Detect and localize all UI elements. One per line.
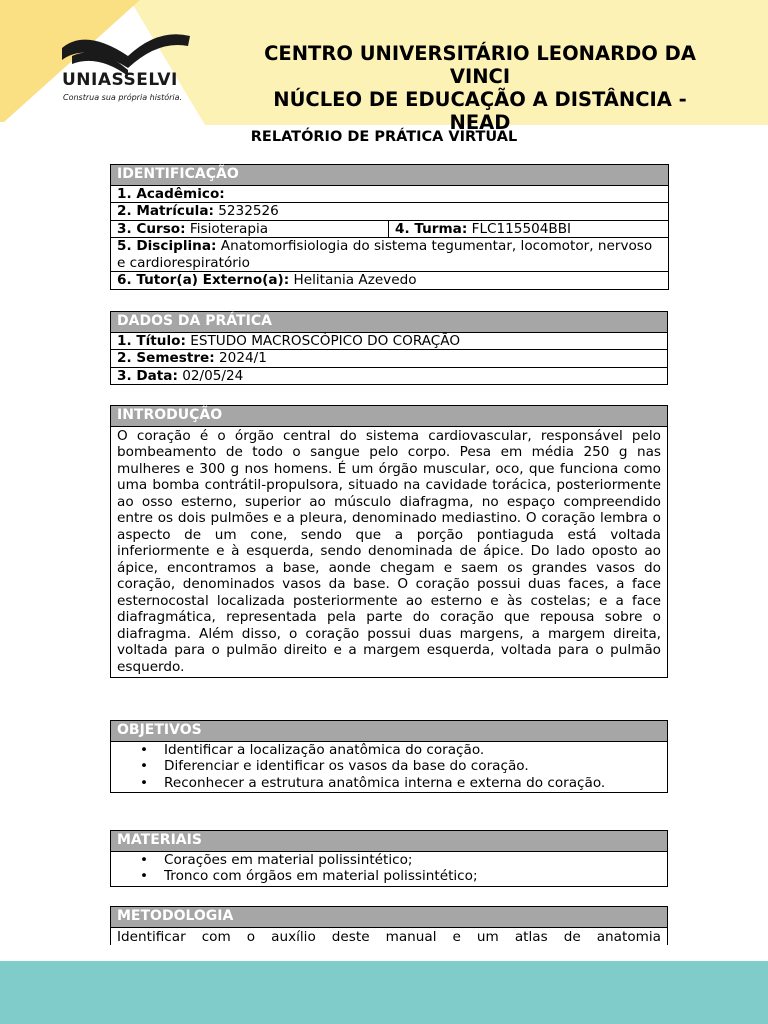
section-heading: INTRODUÇÃO [111,406,668,427]
field-value: 5232526 [218,203,279,219]
field-value: ESTUDO MACROSCÓPICO DO CORAÇÃO [190,332,461,349]
field-value: 2024/1 [219,350,267,366]
field-label: 3. Data: [117,367,178,384]
objectives-list [117,742,661,792]
introduction-text: O coração é o órgão central do sistema cardiovascular, responsável pelo bombeamento de todo o sangue pelo corpo. Pesa em média 250 g nas mulheres e 300 g nos homens. É um órgão muscular, oco, que funciona como uma bomba contrátil-propulsora, situado na cavidade torácica, posteriormente ao osso esterno, superior ao músculo diafragma, no espaço compreendido entre os dois pulmões e a pleura, denominado mediastino. O coração lembra o aspecto de um cone, sendo que a porção pontiaguda está voltada inferiormente e à esquerda, sendo denominada de ápice. Do lado oposto ao ápice, encontramos a base, aonde chegam e saem os grandes vasos do coração, denominados vasos da base. O coração possui duas faces, a face esternocostal localizada posteriormente ao esterno e às costelas; e a face diafragmática, representada pela parte do coração que repousa sobre o diafragma. Além disso, o coração possui duas margens, a margem direita, voltada para o pulmão direito e a margem esquerda, voltada para o pulmão esquerdo. [111,426,668,678]
field-label: 2. Matrícula: [117,203,214,219]
introduction-table [110,405,668,678]
identification-section [110,164,668,290]
field-label: 3. Curso: [117,220,186,237]
list-item: • Reconhecer a estrutura anatômica interna e externa do coração. [117,775,661,792]
section-heading: OBJETIVOS [111,721,668,742]
list-item: • Tronco com órgãos em material polissintético; [117,868,661,885]
field-value: Fisioterapia [189,220,269,237]
institution-name: CENTRO UNIVERSITÁRIO LEONARDO DA VINCI [264,42,696,88]
methodology-text: Identificar com o auxílio deste manual e um atlas de anatomia [117,928,661,945]
objectives-table [110,720,668,793]
section-heading: MATERIAIS [111,831,668,852]
field-label: 5. Disciplina: [117,238,217,254]
field-label: 1. Título: [117,332,186,349]
footer-band [0,961,768,1024]
practice-data-table [110,311,668,385]
institution-unit: NÚCLEO DE EDUCAÇÃO A DISTÂNCIA - NEAD [273,88,687,134]
registration-field [111,203,669,221]
materials-list-cell [111,851,668,886]
student-field [111,185,669,203]
field-label: 2. Semestre: [117,350,215,366]
logo-tagline: Construa sua própria história. [63,93,183,102]
course-field [111,220,389,238]
field-label: 4. Turma: [395,220,468,237]
methodology-text-cell [111,927,668,945]
materials-table [110,830,668,887]
semester-field [111,350,668,368]
field-value: Helitania Azevedo [293,272,417,288]
section-heading: IDENTIFICAÇÃO [111,165,669,186]
field-value: 02/05/24 [182,367,244,384]
list-item: • Identificar a localização anatômica do coração. [117,742,661,759]
list-item: • Corações em material polissintético; [117,852,661,869]
field-value: Anatomorfisiologia do sistema tegumentar, locomotor, nervoso e cardiorespiratório [117,238,653,271]
date-field [111,367,668,385]
objectives-list-cell [111,741,668,793]
logo-wordmark: UNIASSELVI [62,70,178,90]
objectives-section [110,720,668,793]
introduction-section [110,405,668,678]
list-item: • Diferenciar e identificar os vasos da base do coração. [117,758,661,775]
section-heading: DADOS DA PRÁTICA [111,312,668,333]
field-value: FLC115504BBI [471,220,572,237]
class-field [389,220,669,238]
methodology-section [110,906,668,945]
discipline-field [111,238,669,272]
identification-table [110,164,669,290]
tutor-field [111,272,669,290]
section-heading: METODOLOGIA [111,907,668,928]
methodology-table [110,906,668,945]
materials-list [117,852,661,885]
title-field [111,332,668,350]
field-label: 1. Acadêmico: [117,185,225,202]
institution-title [240,42,720,134]
field-label: 6. Tutor(a) Externo(a): [117,272,290,288]
materials-section [110,830,668,887]
practice-data-section [110,311,668,385]
report-title: RELATÓRIO DE PRÁTICA VIRTUAL [250,129,518,145]
